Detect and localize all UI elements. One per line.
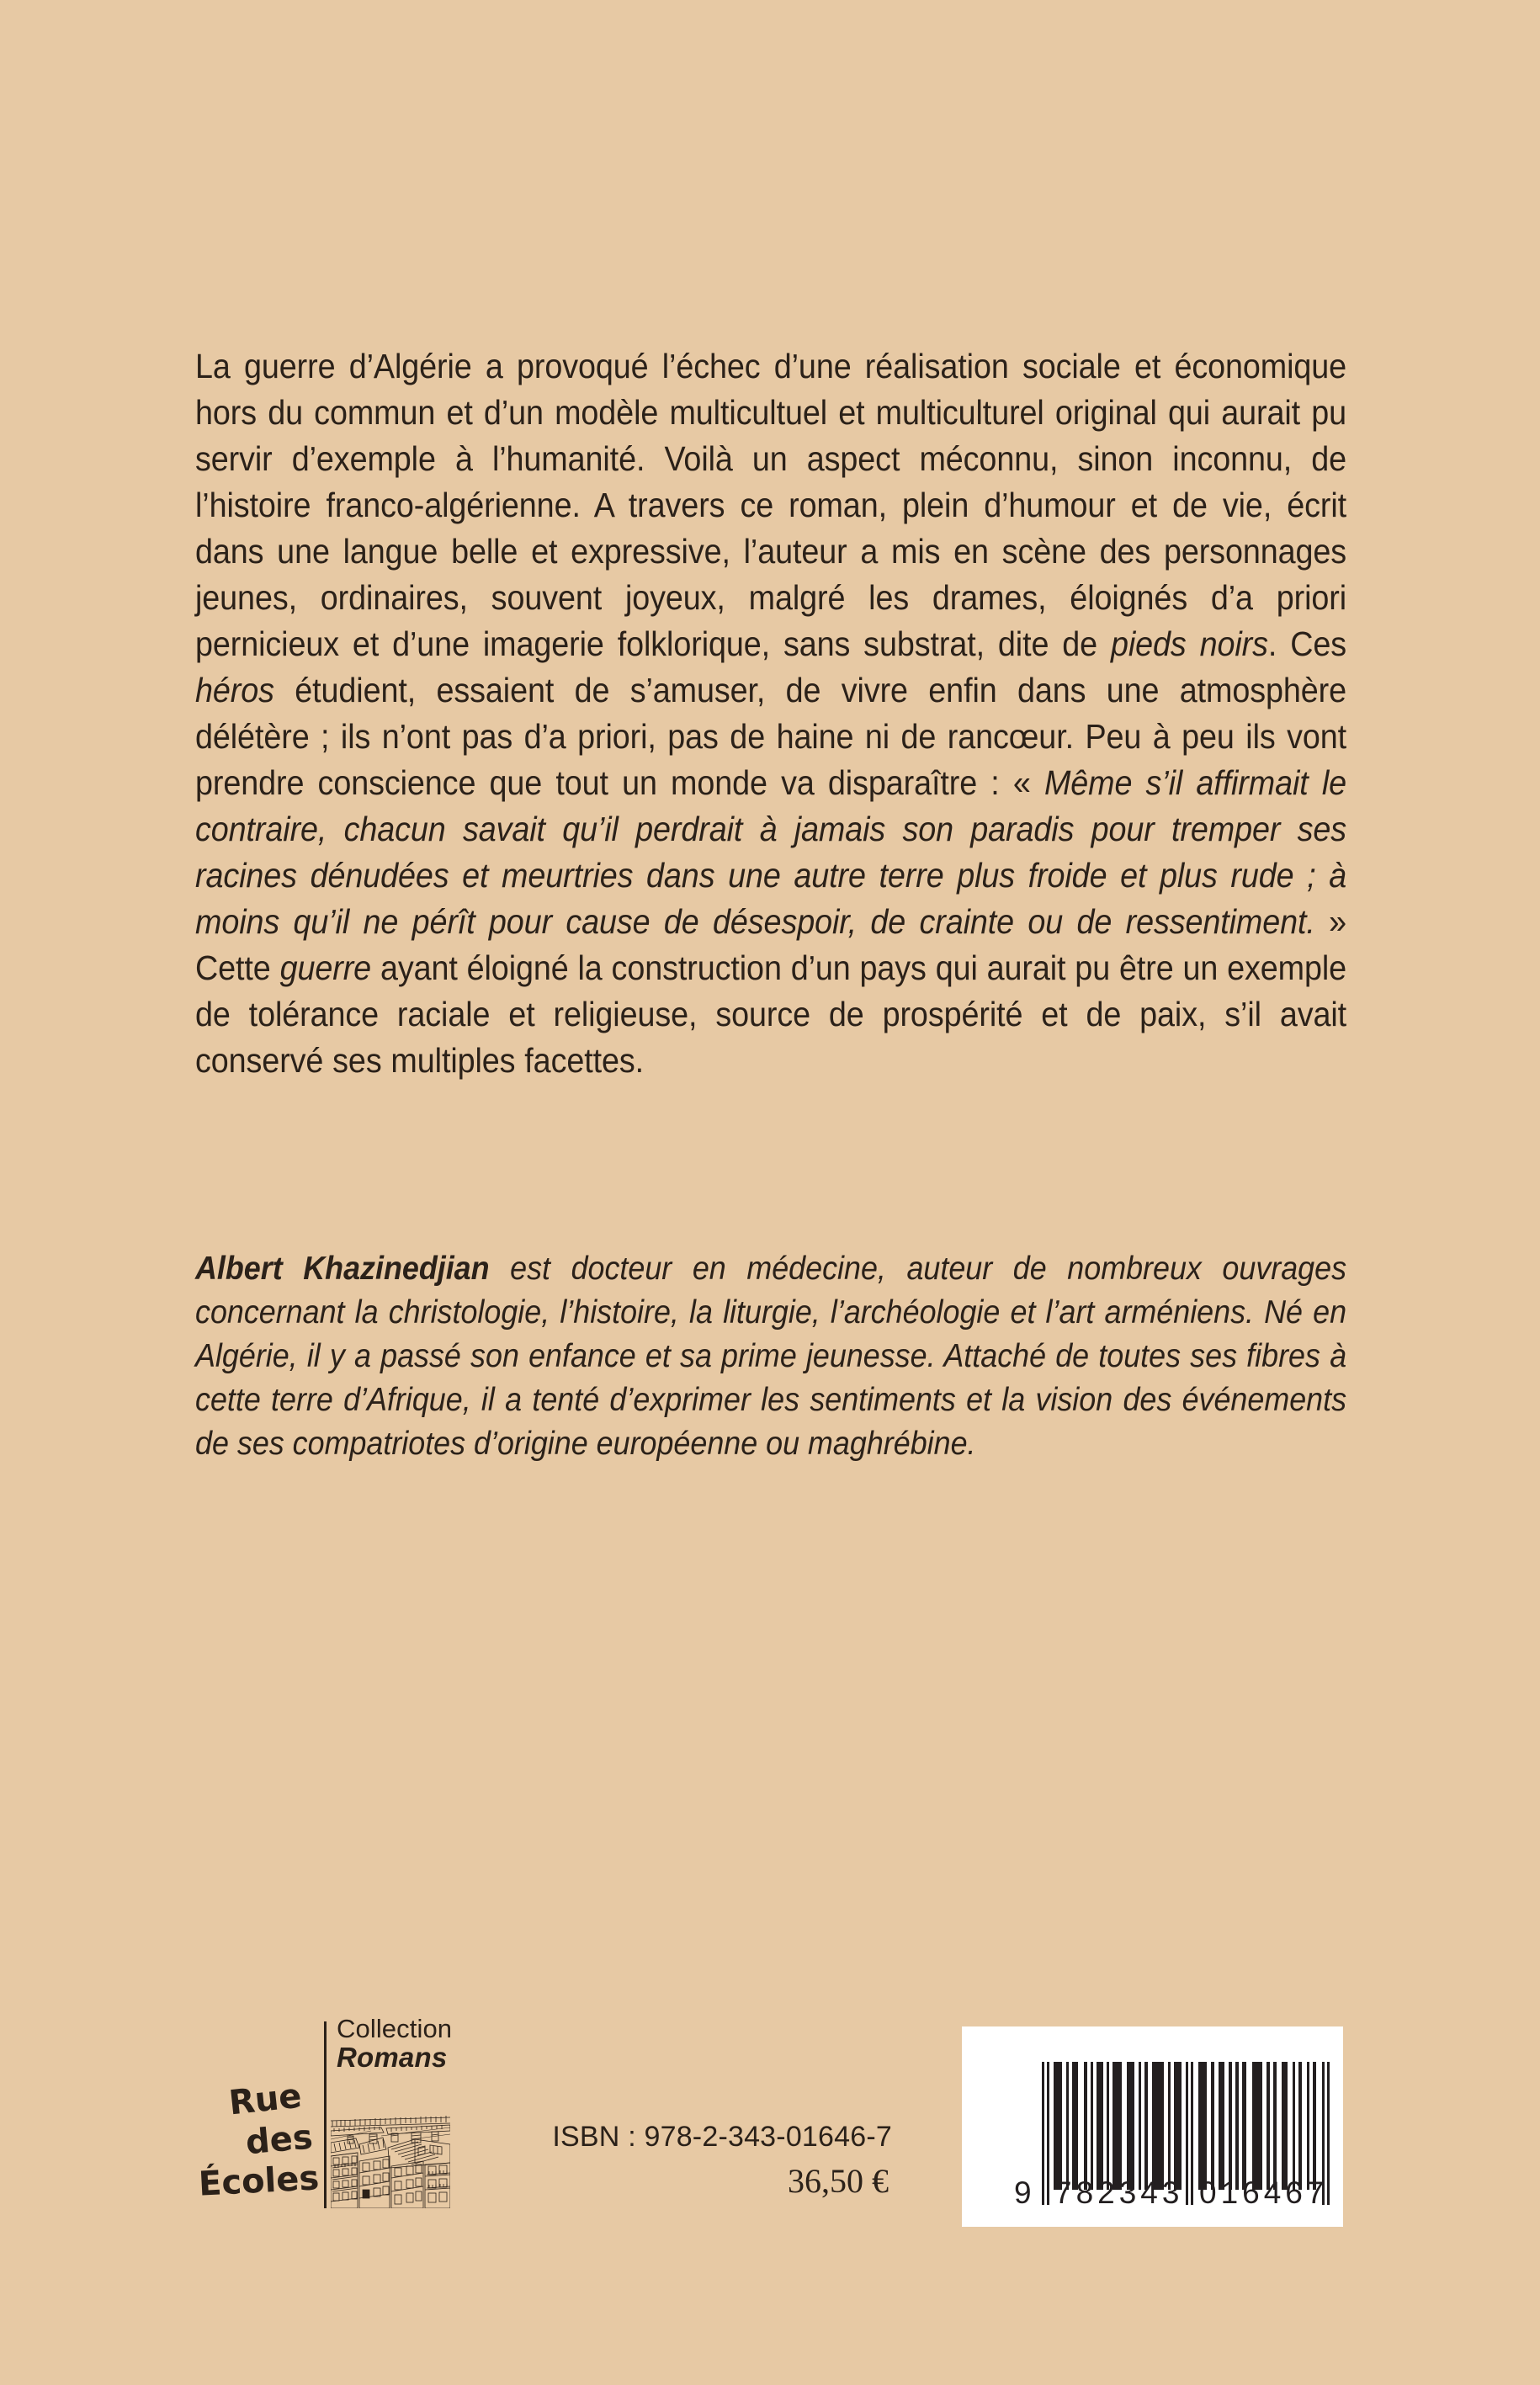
publisher-line-1: Rue [226,2076,304,2123]
author-name: Albert Khazinedjian [195,1251,490,1287]
blurb-segment-1: La guerre d’Algérie a provoqué l’échec d’une réalisation sociale et économique hors du commun et d’un modèle multicultuel et multiculturel original qui aurait pu servir d’exemple à l’humanité. Voilà un aspect méconnu, sinon inconnu, de l’histoire franco-algérienne. A travers ce roman, plein d’humour et de vie, écrit dans une langue belle et expressive, l’auteur a mis en scène des personnages jeunes, ordinaires, souvent joyeux, malgré les drames, éloignés d’a priori pernicieux et d’une imagerie folklorique, sans substrat, dite de [195,347,1347,663]
blurb-segment-4: » Cette [195,902,1347,987]
blurb-quotation: Même s’il affirmait le contraire, chacun savait qu’il perdrait à jamais son paradis pour tremper ses racines dénudées et meurtries dans une autre terre plus froide et plus rude ; à moins qu’il ne pérît pour cause de désespoir, de crainte ou de ressentiment. [195,763,1347,941]
isbn-text: ISBN : 978-2-343-01646-7 [552,2121,892,2153]
isbn-price-block [539,2121,892,2201]
publisher-line-2: des [244,2117,315,2163]
barcode-graphic [962,2026,1343,2227]
publisher-line-3: Écoles [197,2159,321,2204]
blurb-italic-guerre: guerre [279,948,372,987]
publisher-logo-lockup [197,2003,478,2226]
blurb-segment-5: ayant éloigné la construction d’un pays qui aurait pu être un exemple de tolérance raciale et religieuse, source de prospérité et de paix, s’il avait conservé ses multiples facettes. [195,948,1347,1080]
logo-divider-rule [324,2021,327,2208]
paris-rooftops-illustration [331,2114,450,2208]
author-bio-paragraph [195,1247,1346,1466]
publisher-name-rue-des-ecoles [197,2076,323,2208]
collection-label: Collection [337,2014,453,2043]
barcode-lead-digit: 9 [1014,2175,1032,2210]
footer-band [0,1986,1540,2289]
blurb-block [195,343,1346,1084]
barcode-left-group: 782343 [1054,2175,1184,2210]
blurb-italic-heros: héros [195,671,274,709]
collection-name: Romans [337,2042,448,2074]
collection-label-group [337,2015,452,2073]
ean13-barcode [962,2026,1343,2227]
blurb-paragraph [195,343,1346,1084]
blurb-segment-2: . Ces [1267,624,1347,663]
blurb-segment-3: étudient, essaient de s’amuser, de vivre enfin dans une atmosphère délétère ; ils n’ont pas d’a priori, pas de haine ni de rancœur. Peu à peu ils vont prendre conscience que tout un monde va disparaître : « [195,671,1347,802]
price-text: 36,50 € [788,2162,889,2200]
blurb-italic-pieds-noirs: pieds noirs [1110,624,1268,663]
author-bio-text: est docteur en médecine, auteur de nombreux ouvrages concernant la christologie, l’histoire, la liturgie, l’archéologie et l’art arméniens. Né en Algérie, il y a passé son enfance et sa prime jeunesse. Attaché de toutes ses fibres à cette terre d’Afrique, il a tenté d’exprimer les sentiments et la vision des événements de ses compatriotes d’origine européenne ou maghrébine. [195,1251,1347,1462]
author-bio-block [195,1247,1346,1466]
barcode-right-group: 016467 [1199,2175,1329,2210]
